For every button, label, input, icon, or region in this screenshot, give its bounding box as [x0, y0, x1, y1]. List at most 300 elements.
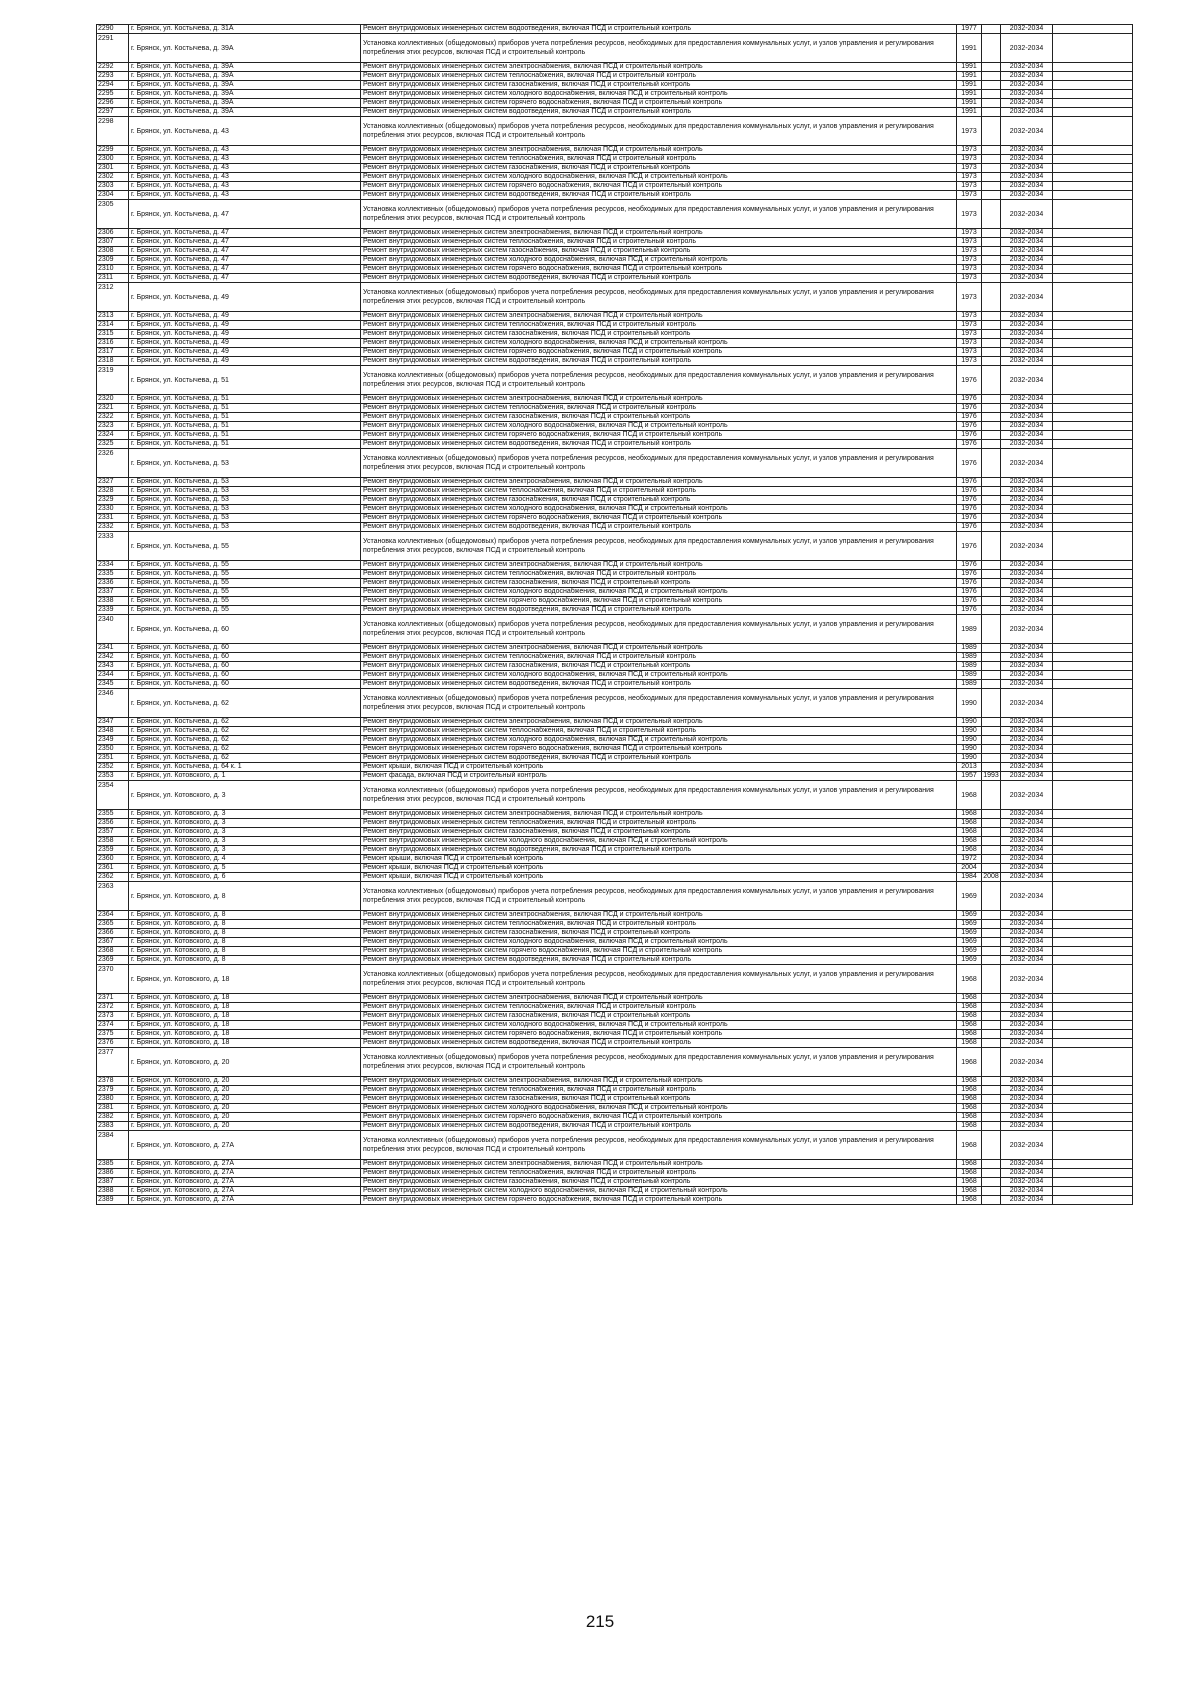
address-cell: г. Брянск, ул. Костычева, д. 62 — [129, 718, 361, 727]
row-number-cell: 2347 — [97, 718, 129, 727]
row-number-cell: 2381 — [97, 1104, 129, 1113]
work-type-cell: Установка коллективных (общедомовых) приборов учета потребления ресурсов, необходимых для предоставления коммунальных услуг, и узлов управления и регулирования потребления этих ресурсов, включая ПСД и строительный контроль — [361, 965, 957, 994]
work-type-cell: Установка коллективных (общедомовых) приборов учета потребления ресурсов, необходимых для предоставления коммунальных услуг, и узлов управления и регулирования потребления этих ресурсов, включая ПСД и строительный контроль — [361, 1048, 957, 1077]
planned-period-cell: 2032-2034 — [1001, 256, 1053, 265]
table-row — [97, 81, 1133, 90]
address-cell: г. Брянск, ул. Костычева, д. 39А — [129, 72, 361, 81]
year-overhaul-cell — [982, 662, 1001, 671]
empty-cell — [1053, 357, 1133, 366]
empty-cell — [1053, 828, 1133, 837]
row-number-cell: 2304 — [97, 191, 129, 200]
empty-cell — [1053, 588, 1133, 597]
row-number-cell: 2384 — [97, 1131, 129, 1160]
row-number-cell: 2305 — [97, 200, 129, 229]
year-built-cell: 1968 — [957, 1131, 982, 1160]
table-row — [97, 1122, 1133, 1131]
year-built-cell: 1976 — [957, 496, 982, 505]
planned-period-cell: 2032-2034 — [1001, 1104, 1053, 1113]
work-type-cell: Установка коллективных (общедомовых) приборов учета потребления ресурсов, необходимых для предоставления коммунальных услуг, и узлов управления и регулирования потребления этих ресурсов, включая ПСД и строительный контроль — [361, 449, 957, 478]
table-row — [97, 1095, 1133, 1104]
empty-cell — [1053, 819, 1133, 828]
address-cell: г. Брянск, ул. Костычева, д. 51 — [129, 431, 361, 440]
work-type-cell: Ремонт внутридомовых инженерных систем водоотведения, включая ПСД и строительный контроль — [361, 440, 957, 449]
year-overhaul-cell — [982, 615, 1001, 644]
row-number-cell: 2294 — [97, 81, 129, 90]
table-row — [97, 956, 1133, 965]
planned-period-cell: 2032-2034 — [1001, 90, 1053, 99]
planned-period-cell: 2032-2034 — [1001, 1187, 1053, 1196]
work-type-cell: Ремонт внутридомовых инженерных систем электроснабжения, включая ПСД и строительный контроль — [361, 478, 957, 487]
row-number-cell: 2325 — [97, 440, 129, 449]
planned-period-cell: 2032-2034 — [1001, 449, 1053, 478]
work-type-cell: Ремонт внутридомовых инженерных систем холодного водоснабжения, включая ПСД и строительный контроль — [361, 1187, 957, 1196]
year-overhaul-cell — [982, 90, 1001, 99]
year-overhaul-cell — [982, 1187, 1001, 1196]
year-overhaul-cell — [982, 191, 1001, 200]
planned-period-cell: 2032-2034 — [1001, 34, 1053, 63]
planned-period-cell: 2032-2034 — [1001, 570, 1053, 579]
work-type-cell: Ремонт внутридомовых инженерных систем теплоснабжения, включая ПСД и строительный контроль — [361, 920, 957, 929]
row-number-cell: 2323 — [97, 422, 129, 431]
address-cell: г. Брянск, ул. Костычева, д. 62 — [129, 727, 361, 736]
address-cell: г. Брянск, ул. Котовского, д. 20 — [129, 1095, 361, 1104]
table-row — [97, 1196, 1133, 1205]
year-overhaul-cell — [982, 63, 1001, 72]
planned-period-cell: 2032-2034 — [1001, 155, 1053, 164]
work-type-cell: Ремонт внутридомовых инженерных систем электроснабжения, включая ПСД и строительный контроль — [361, 146, 957, 155]
table-row — [97, 200, 1133, 229]
empty-cell — [1053, 597, 1133, 606]
work-type-cell: Ремонт внутридомовых инженерных систем водоотведения, включая ПСД и строительный контроль — [361, 680, 957, 689]
planned-period-cell: 2032-2034 — [1001, 956, 1053, 965]
table-row — [97, 680, 1133, 689]
empty-cell — [1053, 72, 1133, 81]
row-number-cell: 2354 — [97, 781, 129, 810]
year-built-cell: 1968 — [957, 1086, 982, 1095]
address-cell: г. Брянск, ул. Костычева, д. 47 — [129, 229, 361, 238]
table-row — [97, 357, 1133, 366]
work-type-cell: Ремонт внутридомовых инженерных систем водоотведения, включая ПСД и строительный контроль — [361, 523, 957, 532]
table-row — [97, 191, 1133, 200]
table-row — [97, 644, 1133, 653]
year-built-cell: 1977 — [957, 25, 982, 34]
year-overhaul-cell — [982, 1160, 1001, 1169]
address-cell: г. Брянск, ул. Костычева, д. 55 — [129, 597, 361, 606]
empty-cell — [1053, 117, 1133, 146]
address-cell: г. Брянск, ул. Котовского, д. 18 — [129, 994, 361, 1003]
row-number-cell: 2346 — [97, 689, 129, 718]
work-type-cell: Ремонт внутридомовых инженерных систем электроснабжения, включая ПСД и строительный контроль — [361, 718, 957, 727]
table-row — [97, 570, 1133, 579]
work-type-cell: Ремонт внутридомовых инженерных систем водоотведения, включая ПСД и строительный контроль — [361, 754, 957, 763]
table-row — [97, 1012, 1133, 1021]
year-built-cell: 1976 — [957, 366, 982, 395]
empty-cell — [1053, 1021, 1133, 1030]
year-built-cell: 1991 — [957, 63, 982, 72]
empty-cell — [1053, 348, 1133, 357]
year-overhaul-cell — [982, 882, 1001, 911]
work-type-cell: Ремонт внутридомовых инженерных систем теплоснабжения, включая ПСД и строительный контроль — [361, 727, 957, 736]
row-number-cell: 2310 — [97, 265, 129, 274]
table-row — [97, 532, 1133, 561]
empty-cell — [1053, 182, 1133, 191]
year-overhaul-cell: 1993 — [983, 772, 999, 779]
table-row — [97, 283, 1133, 312]
table-row — [97, 846, 1133, 855]
address-cell: г. Брянск, ул. Костычева, д. 39А — [129, 99, 361, 108]
work-type-cell: Установка коллективных (общедомовых) приборов учета потребления ресурсов, необходимых для предоставления коммунальных услуг, и узлов управления и регулирования потребления этих ресурсов, включая ПСД и строительный контроль — [361, 366, 957, 395]
year-built-cell: 1973 — [957, 312, 982, 321]
year-overhaul-cell — [982, 366, 1001, 395]
planned-period-cell: 2032-2034 — [1001, 505, 1053, 514]
year-overhaul-cell — [982, 229, 1001, 238]
year-overhaul-cell — [982, 828, 1001, 837]
table-row — [97, 736, 1133, 745]
empty-cell — [1053, 644, 1133, 653]
address-cell: г. Брянск, ул. Котовского, д. 8 — [129, 920, 361, 929]
table-row — [97, 855, 1133, 864]
work-type-cell: Ремонт внутридомовых инженерных систем теплоснабжения, включая ПСД и строительный контроль — [361, 570, 957, 579]
year-built-cell: 1991 — [957, 99, 982, 108]
year-overhaul-cell — [982, 588, 1001, 597]
empty-cell — [1053, 864, 1133, 873]
planned-period-cell: 2032-2034 — [1001, 1077, 1053, 1086]
table-row — [97, 247, 1133, 256]
planned-period-cell: 2032-2034 — [1001, 1131, 1053, 1160]
row-number-cell: 2341 — [97, 644, 129, 653]
work-type-cell: Установка коллективных (общедомовых) приборов учета потребления ресурсов, необходимых для предоставления коммунальных услуг, и узлов управления и регулирования потребления этих ресурсов, включая ПСД и строительный контроль — [361, 1131, 957, 1160]
year-overhaul-cell — [982, 1131, 1001, 1160]
empty-cell — [1053, 1086, 1133, 1095]
year-overhaul-cell — [982, 929, 1001, 938]
empty-cell — [1053, 837, 1133, 846]
year-built-cell: 1968 — [957, 1077, 982, 1086]
table-row — [97, 763, 1133, 772]
address-cell: г. Брянск, ул. Котовского, д. 8 — [129, 947, 361, 956]
row-number-cell: 2361 — [97, 864, 129, 873]
row-number-cell: 2339 — [97, 606, 129, 615]
year-built-cell: 1976 — [957, 606, 982, 615]
table-row — [97, 1113, 1133, 1122]
work-type-cell: Ремонт внутридомовых инженерных систем газоснабжения, включая ПСД и строительный контроль — [361, 929, 957, 938]
planned-period-cell: 2032-2034 — [1001, 938, 1053, 947]
work-type-cell: Ремонт внутридомовых инженерных систем холодного водоснабжения, включая ПСД и строительный контроль — [361, 1104, 957, 1113]
year-overhaul-cell — [982, 431, 1001, 440]
table-row — [97, 653, 1133, 662]
year-overhaul-cell — [982, 164, 1001, 173]
year-overhaul-cell — [982, 606, 1001, 615]
row-number-cell: 2307 — [97, 238, 129, 247]
year-built-cell: 1968 — [957, 1104, 982, 1113]
year-overhaul-cell — [982, 781, 1001, 810]
table-row — [97, 90, 1133, 99]
address-cell: г. Брянск, ул. Костычева, д. 51 — [129, 440, 361, 449]
table-row — [97, 99, 1133, 108]
table-row — [97, 312, 1133, 321]
row-number-cell: 2329 — [97, 496, 129, 505]
address-cell: г. Брянск, ул. Котовского, д. 8 — [129, 882, 361, 911]
planned-period-cell: 2032-2034 — [1001, 238, 1053, 247]
empty-cell — [1053, 1048, 1133, 1077]
row-number-cell: 2318 — [97, 357, 129, 366]
table-row — [97, 1039, 1133, 1048]
address-cell: г. Брянск, ул. Котовского, д. 27А — [129, 1187, 361, 1196]
address-cell: г. Брянск, ул. Костычева, д. 53 — [129, 478, 361, 487]
address-cell: г. Брянск, ул. Котовского, д. 27А — [129, 1196, 361, 1205]
table-row — [97, 422, 1133, 431]
address-cell: г. Брянск, ул. Костычева, д. 53 — [129, 487, 361, 496]
year-overhaul-cell — [982, 312, 1001, 321]
year-overhaul-cell — [982, 819, 1001, 828]
planned-period-cell: 2032-2034 — [1001, 1122, 1053, 1131]
row-number-cell: 2336 — [97, 579, 129, 588]
year-built-cell: 1968 — [957, 810, 982, 819]
year-overhaul-cell — [982, 680, 1001, 689]
year-overhaul-cell — [982, 72, 1001, 81]
empty-cell — [1053, 25, 1133, 34]
planned-period-cell: 2032-2034 — [1001, 108, 1053, 117]
address-cell: г. Брянск, ул. Костычева, д. 60 — [129, 644, 361, 653]
row-number-cell: 2358 — [97, 837, 129, 846]
planned-period-cell: 2032-2034 — [1001, 146, 1053, 155]
year-built-cell: 1976 — [957, 431, 982, 440]
planned-period-cell: 2032-2034 — [1001, 81, 1053, 90]
table-row — [97, 662, 1133, 671]
empty-cell — [1053, 1104, 1133, 1113]
planned-period-cell: 2032-2034 — [1001, 440, 1053, 449]
address-cell: г. Брянск, ул. Котовского, д. 20 — [129, 1048, 361, 1077]
year-built-cell: 1969 — [957, 938, 982, 947]
planned-period-cell: 2032-2034 — [1001, 1178, 1053, 1187]
year-overhaul-cell — [982, 855, 1001, 864]
row-number-cell: 2364 — [97, 911, 129, 920]
planned-period-cell: 2032-2034 — [1001, 727, 1053, 736]
year-overhaul-cell — [982, 1048, 1001, 1077]
empty-cell — [1053, 763, 1133, 772]
year-built-cell: 1990 — [957, 736, 982, 745]
row-number-cell: 2291 — [97, 34, 129, 63]
year-built-cell: 1968 — [957, 1178, 982, 1187]
year-built-cell: 1990 — [957, 727, 982, 736]
year-built-cell: 1976 — [957, 597, 982, 606]
year-overhaul-cell — [982, 837, 1001, 846]
empty-cell — [1053, 274, 1133, 283]
year-built-cell: 1976 — [957, 413, 982, 422]
year-overhaul-cell — [982, 523, 1001, 532]
planned-period-cell: 2032-2034 — [1001, 994, 1053, 1003]
year-overhaul-cell — [982, 478, 1001, 487]
row-number-cell: 2386 — [97, 1169, 129, 1178]
work-type-cell: Ремонт внутридомовых инженерных систем горячего водоснабжения, включая ПСД и строительный контроль — [361, 1113, 957, 1122]
planned-period-cell: 2032-2034 — [1001, 1030, 1053, 1039]
work-type-cell: Ремонт внутридомовых инженерных систем теплоснабжения, включая ПСД и строительный контроль — [361, 238, 957, 247]
year-built-cell: 1973 — [957, 247, 982, 256]
empty-cell — [1053, 229, 1133, 238]
empty-cell — [1053, 736, 1133, 745]
year-overhaul-cell — [982, 25, 1001, 34]
address-cell: г. Брянск, ул. Костычева, д. 55 — [129, 579, 361, 588]
row-number-cell: 2343 — [97, 662, 129, 671]
table-body — [97, 25, 1133, 1205]
empty-cell — [1053, 1178, 1133, 1187]
work-type-cell: Ремонт внутридомовых инженерных систем теплоснабжения, включая ПСД и строительный контроль — [361, 155, 957, 164]
table-row — [97, 810, 1133, 819]
row-number-cell: 2365 — [97, 920, 129, 929]
empty-cell — [1053, 487, 1133, 496]
year-built-cell: 1972 — [957, 855, 982, 864]
address-cell: г. Брянск, ул. Котовского, д. 18 — [129, 1012, 361, 1021]
year-built-cell: 1973 — [957, 274, 982, 283]
year-built-cell: 1991 — [957, 81, 982, 90]
planned-period-cell: 2032-2034 — [1001, 597, 1053, 606]
year-overhaul-cell — [982, 1003, 1001, 1012]
year-overhaul-cell — [982, 689, 1001, 718]
table-row — [97, 588, 1133, 597]
row-number-cell: 2379 — [97, 1086, 129, 1095]
address-cell: г. Брянск, ул. Котовского, д. 20 — [129, 1122, 361, 1131]
planned-period-cell: 2032-2034 — [1001, 1003, 1053, 1012]
work-type-cell: Установка коллективных (общедомовых) приборов учета потребления ресурсов, необходимых для предоставления коммунальных услуг, и узлов управления и регулирования потребления этих ресурсов, включая ПСД и строительный контроль — [361, 689, 957, 718]
year-built-cell: 1968 — [957, 1160, 982, 1169]
empty-cell — [1053, 173, 1133, 182]
row-number-cell: 2367 — [97, 938, 129, 947]
year-built-cell: 1976 — [957, 449, 982, 478]
empty-cell — [1053, 478, 1133, 487]
address-cell: г. Брянск, ул. Костычева, д. 39А — [129, 90, 361, 99]
year-built-cell: 1968 — [957, 1039, 982, 1048]
work-type-cell: Ремонт внутридомовых инженерных систем электроснабжения, включая ПСД и строительный контроль — [361, 229, 957, 238]
empty-cell — [1053, 938, 1133, 947]
address-cell: г. Брянск, ул. Костычева, д. 55 — [129, 606, 361, 615]
row-number-cell: 2337 — [97, 588, 129, 597]
year-overhaul-cell — [982, 357, 1001, 366]
year-built-cell: 2004 — [957, 864, 982, 873]
address-cell: г. Брянск, ул. Котовского, д. 3 — [129, 781, 361, 810]
work-type-cell: Ремонт внутридомовых инженерных систем холодного водоснабжения, включая ПСД и строительный контроль — [361, 588, 957, 597]
empty-cell — [1053, 164, 1133, 173]
address-cell: г. Брянск, ул. Костычева, д. 47 — [129, 256, 361, 265]
row-number-cell: 2308 — [97, 247, 129, 256]
year-overhaul-cell — [982, 505, 1001, 514]
planned-period-cell: 2032-2034 — [1001, 671, 1053, 680]
row-number-cell: 2388 — [97, 1187, 129, 1196]
empty-cell — [1053, 1012, 1133, 1021]
table-row — [97, 994, 1133, 1003]
year-overhaul-cell — [982, 81, 1001, 90]
work-type-cell: Ремонт внутридомовых инженерных систем водоотведения, включая ПСД и строительный контроль — [361, 956, 957, 965]
work-type-cell: Ремонт крыши, включая ПСД и строительный контроль — [361, 864, 957, 873]
year-built-cell: 1976 — [957, 487, 982, 496]
year-built-cell: 1984 — [957, 873, 982, 882]
year-overhaul-cell — [982, 965, 1001, 994]
row-number-cell: 2357 — [97, 828, 129, 837]
year-built-cell: 1976 — [957, 514, 982, 523]
year-built-cell: 1973 — [957, 117, 982, 146]
year-overhaul-cell — [982, 994, 1001, 1003]
empty-cell — [1053, 247, 1133, 256]
year-overhaul-cell — [982, 283, 1001, 312]
planned-period-cell: 2032-2034 — [1001, 689, 1053, 718]
address-cell: г. Брянск, ул. Костычева, д. 60 — [129, 662, 361, 671]
planned-period-cell: 2032-2034 — [1001, 339, 1053, 348]
row-number-cell: 2342 — [97, 653, 129, 662]
table-row — [97, 911, 1133, 920]
year-built-cell: 1976 — [957, 395, 982, 404]
year-built-cell: 1973 — [957, 191, 982, 200]
table-row — [97, 947, 1133, 956]
year-overhaul-cell — [982, 514, 1001, 523]
planned-period-cell: 2032-2034 — [1001, 191, 1053, 200]
planned-period-cell: 2032-2034 — [1001, 357, 1053, 366]
empty-cell — [1053, 440, 1133, 449]
work-type-cell: Ремонт внутридомовых инженерных систем горячего водоснабжения, включая ПСД и строительный контроль — [361, 1030, 957, 1039]
year-built-cell: 1976 — [957, 478, 982, 487]
year-overhaul-cell — [982, 348, 1001, 357]
address-cell: г. Брянск, ул. Костычева, д. 43 — [129, 155, 361, 164]
year-overhaul-cell — [982, 265, 1001, 274]
planned-period-cell: 2032-2034 — [1001, 487, 1053, 496]
work-type-cell: Ремонт внутридомовых инженерных систем холодного водоснабжения, включая ПСД и строительный контроль — [361, 422, 957, 431]
empty-cell — [1053, 312, 1133, 321]
row-number-cell: 2332 — [97, 523, 129, 532]
table-row — [97, 348, 1133, 357]
planned-period-cell: 2032-2034 — [1001, 395, 1053, 404]
address-cell: г. Брянск, ул. Костычева, д. 47 — [129, 274, 361, 283]
row-number-cell: 2366 — [97, 929, 129, 938]
row-number-cell: 2333 — [97, 532, 129, 561]
row-number-cell: 2324 — [97, 431, 129, 440]
table-row — [97, 864, 1133, 873]
empty-cell — [1053, 1131, 1133, 1160]
planned-period-cell: 2032-2034 — [1001, 947, 1053, 956]
table-row — [97, 1160, 1133, 1169]
year-built-cell: 1973 — [957, 146, 982, 155]
row-number-cell: 2387 — [97, 1178, 129, 1187]
year-overhaul-cell — [982, 99, 1001, 108]
work-type-cell: Ремонт внутридомовых инженерных систем теплоснабжения, включая ПСД и строительный контроль — [361, 1003, 957, 1012]
address-cell: г. Брянск, ул. Костычева, д. 53 — [129, 496, 361, 505]
year-built-cell: 2013 — [957, 763, 982, 772]
year-overhaul-cell — [982, 1012, 1001, 1021]
row-number-cell: 2380 — [97, 1095, 129, 1104]
work-type-cell: Ремонт внутридомовых инженерных систем газоснабжения, включая ПСД и строительный контроль — [361, 330, 957, 339]
address-cell: г. Брянск, ул. Котовского, д. 3 — [129, 810, 361, 819]
table-row — [97, 920, 1133, 929]
row-number-cell: 2292 — [97, 63, 129, 72]
year-overhaul-cell — [982, 108, 1001, 117]
empty-cell — [1053, 532, 1133, 561]
year-overhaul-cell — [982, 321, 1001, 330]
row-number-cell: 2370 — [97, 965, 129, 994]
work-type-cell: Ремонт внутридомовых инженерных систем водоотведения, включая ПСД и строительный контроль — [361, 846, 957, 855]
table-row — [97, 404, 1133, 413]
work-type-cell: Ремонт внутридомовых инженерных систем электроснабжения, включая ПСД и строительный контроль — [361, 810, 957, 819]
year-built-cell: 1976 — [957, 523, 982, 532]
row-number-cell: 2376 — [97, 1039, 129, 1048]
row-number-cell: 2344 — [97, 671, 129, 680]
empty-cell — [1053, 366, 1133, 395]
empty-cell — [1053, 929, 1133, 938]
table-row — [97, 155, 1133, 164]
table-row — [97, 496, 1133, 505]
address-cell: г. Брянск, ул. Костычева, д. 55 — [129, 570, 361, 579]
table-row — [97, 173, 1133, 182]
empty-cell — [1053, 496, 1133, 505]
table-row — [97, 929, 1133, 938]
work-type-cell: Ремонт внутридомовых инженерных систем газоснабжения, включая ПСД и строительный контроль — [361, 1095, 957, 1104]
row-number-cell: 2312 — [97, 283, 129, 312]
year-built-cell: 1968 — [957, 1030, 982, 1039]
